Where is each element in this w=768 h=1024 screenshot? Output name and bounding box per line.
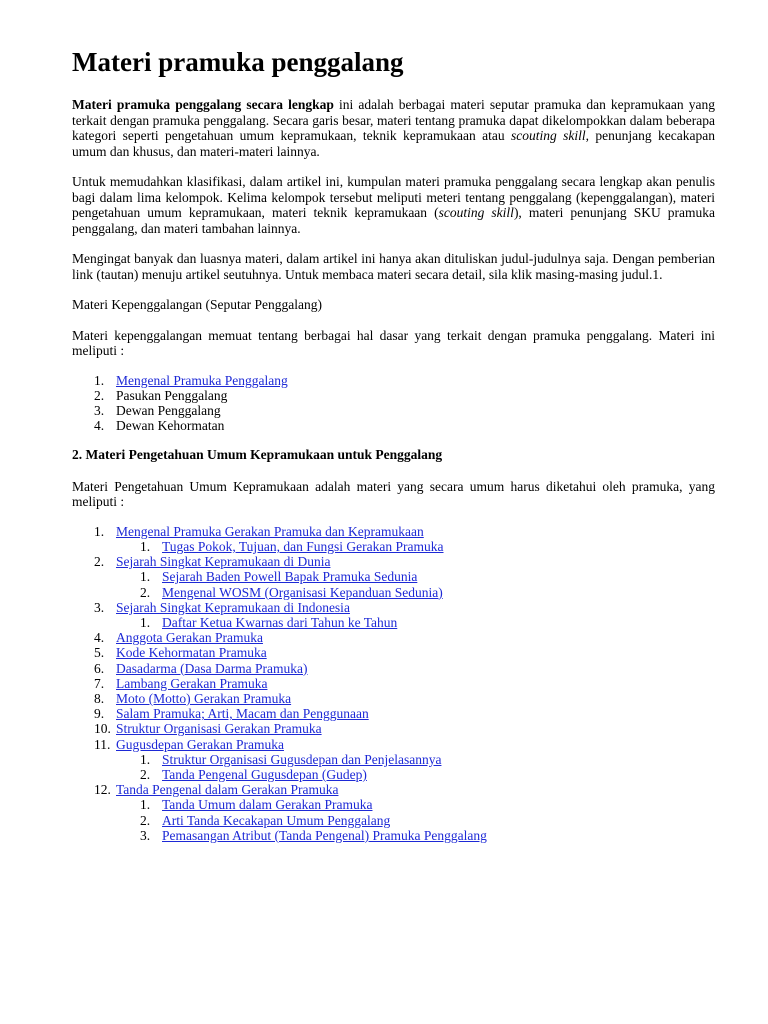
- list-number: 3.: [94, 402, 105, 418]
- sub-list: [116, 752, 715, 782]
- list-number: 1.: [94, 372, 105, 388]
- list-text: Dewan Kehormatan: [116, 418, 225, 434]
- section2-description: Materi Pengetahuan Umum Kepramukaan adalah materi yang secara umum harus diketahui oleh pramuka, yang meliputi :: [72, 478, 715, 510]
- list-number: 1.: [140, 797, 151, 813]
- list-number: 2.: [140, 584, 151, 600]
- list-number: 11.: [94, 736, 111, 752]
- list-number: 4.: [94, 630, 105, 646]
- list-link[interactable]: Struktur Organisasi Gerakan Pramuka: [116, 721, 322, 737]
- list-link[interactable]: Tugas Pokok, Tujuan, dan Fungsi Gerakan Pramuka: [162, 539, 444, 555]
- list-item: [72, 737, 715, 783]
- section1-list: [72, 373, 715, 434]
- sub-list: [116, 615, 715, 630]
- sub-list-item: [72, 569, 715, 584]
- list-item: [72, 721, 715, 736]
- list-link[interactable]: Lambang Gerakan Pramuka: [116, 675, 268, 691]
- list-item: [72, 782, 715, 843]
- list-item: [72, 676, 715, 691]
- intro-text-b: , penunjang kecakapan umum dan khusus, dan materi-materi lainnya.: [72, 128, 716, 159]
- list-link[interactable]: Tanda Umum dalam Gerakan Pramuka: [162, 797, 373, 813]
- list-number: 2.: [94, 554, 105, 570]
- list-item: [72, 691, 715, 706]
- intro-text-a: ini adalah berbagai materi seputar pramuka dan kepramukaan yang terkait dengan pramuka penggalang. Secara garis besar, materi tentang pramuka dapat dikelompokkan dalam beberapa kategori seperti pengetahuan umum kepramukaan, teknik kepramukaan atau: [72, 97, 715, 143]
- list-link[interactable]: Mengenal WOSM (Organisasi Kepanduan Sedunia): [162, 584, 443, 600]
- list-link[interactable]: Salam Pramuka; Arti, Macam dan Penggunaan: [116, 706, 369, 722]
- sub-list-item: [72, 585, 715, 600]
- list-number: 8.: [94, 691, 105, 707]
- list-number: 2.: [94, 387, 105, 403]
- list-link[interactable]: Sejarah Baden Powell Bapak Pramuka Sedunia: [162, 569, 418, 585]
- list-item: [72, 600, 715, 630]
- document-page: [72, 44, 715, 857]
- list-link[interactable]: Dasadarma (Dasa Darma Pramuka): [116, 660, 308, 676]
- intro-paragraph: [72, 97, 715, 159]
- list-item: [72, 645, 715, 660]
- list-number: 3.: [94, 599, 105, 615]
- list-number: 1.: [94, 523, 105, 539]
- list-text: Dewan Penggalang: [116, 402, 221, 418]
- list-number: 2.: [140, 767, 151, 783]
- section2-heading: 2. Materi Pengetahuan Umum Kepramukaan untuk Penggalang: [72, 447, 443, 463]
- list-item: [72, 373, 715, 388]
- list-link[interactable]: Pemasangan Atribut (Tanda Pengenal) Pramuka Penggalang: [162, 827, 487, 843]
- list-link[interactable]: Anggota Gerakan Pramuka: [116, 630, 263, 646]
- list-link[interactable]: Tanda Pengenal Gugusdepan (Gudep): [162, 767, 367, 783]
- list-number: 1.: [140, 569, 151, 585]
- list-number: 7.: [94, 675, 105, 691]
- list-number: 1.: [140, 615, 151, 631]
- sub-list-item: [72, 813, 715, 828]
- section1-heading: Materi Kepenggalangan (Seputar Penggalang): [72, 297, 323, 312]
- list-item: [72, 630, 715, 645]
- list-item: [72, 661, 715, 676]
- list-item: [72, 524, 715, 554]
- sub-list: [116, 569, 715, 599]
- list-link[interactable]: Arti Tanda Kecakapan Umum Penggalang: [162, 812, 391, 828]
- intro-italic: scouting skill: [511, 128, 586, 143]
- sub-list-item: [72, 539, 715, 554]
- list-number: 9.: [94, 706, 105, 722]
- list-item: [72, 554, 715, 600]
- list-link[interactable]: Mengenal Pramuka Penggalang: [116, 372, 288, 388]
- note-paragraph: Mengingat banyak dan luasnya materi, dalam artikel ini hanya akan dituliskan judul-judulnya saja. Dengan pemberian link (tautan) menuju artikel seutuhnya. Untuk membaca materi secara detail, sila klik masing-masing judul.1.: [72, 251, 715, 282]
- sub-list: [116, 797, 715, 843]
- list-link[interactable]: Sejarah Singkat Kepramukaan di Indonesia: [116, 599, 350, 615]
- list-number: 10.: [94, 721, 111, 737]
- list-link[interactable]: Tanda Pengenal dalam Gerakan Pramuka: [116, 782, 339, 798]
- list-link[interactable]: Struktur Organisasi Gugusdepan dan Penjelasannya: [162, 751, 442, 767]
- classification-paragraph: [72, 174, 715, 236]
- list-number: 12.: [94, 782, 111, 798]
- list-link[interactable]: Moto (Motto) Gerakan Pramuka: [116, 691, 292, 707]
- list-number: 4.: [94, 418, 105, 434]
- sub-list: [116, 539, 715, 554]
- page-title: Materi pramuka penggalang: [72, 47, 404, 77]
- list-link[interactable]: Sejarah Singkat Kepramukaan di Dunia: [116, 554, 331, 570]
- sub-list-item: [72, 752, 715, 767]
- list-item: [72, 706, 715, 721]
- list-link[interactable]: Gugusdepan Gerakan Pramuka: [116, 736, 284, 752]
- list-link[interactable]: Daftar Ketua Kwarnas dari Tahun ke Tahun: [162, 615, 398, 631]
- sub-list-item: [72, 767, 715, 782]
- para2-text-b: ), materi penunjang SKU pramuka penggalang, dan materi tambahan lainnya.: [72, 205, 716, 236]
- list-item: [72, 403, 715, 418]
- intro-bold-lead: Materi pramuka penggalang secara lengkap: [72, 97, 334, 112]
- sub-list-item: [72, 615, 715, 630]
- list-number: 5.: [94, 645, 105, 661]
- list-number: 3.: [140, 827, 151, 843]
- list-number: 6.: [94, 660, 105, 676]
- section1-description: Materi kepenggalangan memuat tentang berbagai hal dasar yang terkait dengan pramuka penggalang. Materi ini meliputi :: [72, 327, 715, 358]
- para2-text-a: Untuk memudahkan klasifikasi, dalam artikel ini, kumpulan materi pramuka penggalang secara lengkap akan penulis bagi dalam lima kelompok. Kelima kelompok tersebut meliputi meteri tentang penggalang (kepenggalangan), materi pengetahuan umum kepramukaan, materi teknik kepramukaan (: [72, 174, 715, 220]
- list-number: 2.: [140, 812, 151, 828]
- list-number: 1.: [140, 539, 151, 555]
- list-item: [72, 388, 715, 403]
- sub-list-item: [72, 797, 715, 812]
- list-text: Pasukan Penggalang: [116, 387, 228, 403]
- list-number: 1.: [140, 751, 151, 767]
- list-link[interactable]: Mengenal Pramuka Gerakan Pramuka dan Kepramukaan: [116, 523, 424, 539]
- sub-list-item: [72, 828, 715, 843]
- list-link[interactable]: Kode Kehormatan Pramuka: [116, 645, 267, 661]
- para2-italic: scouting skill: [438, 205, 514, 220]
- section2-list: [72, 524, 715, 843]
- list-item: [72, 418, 715, 433]
